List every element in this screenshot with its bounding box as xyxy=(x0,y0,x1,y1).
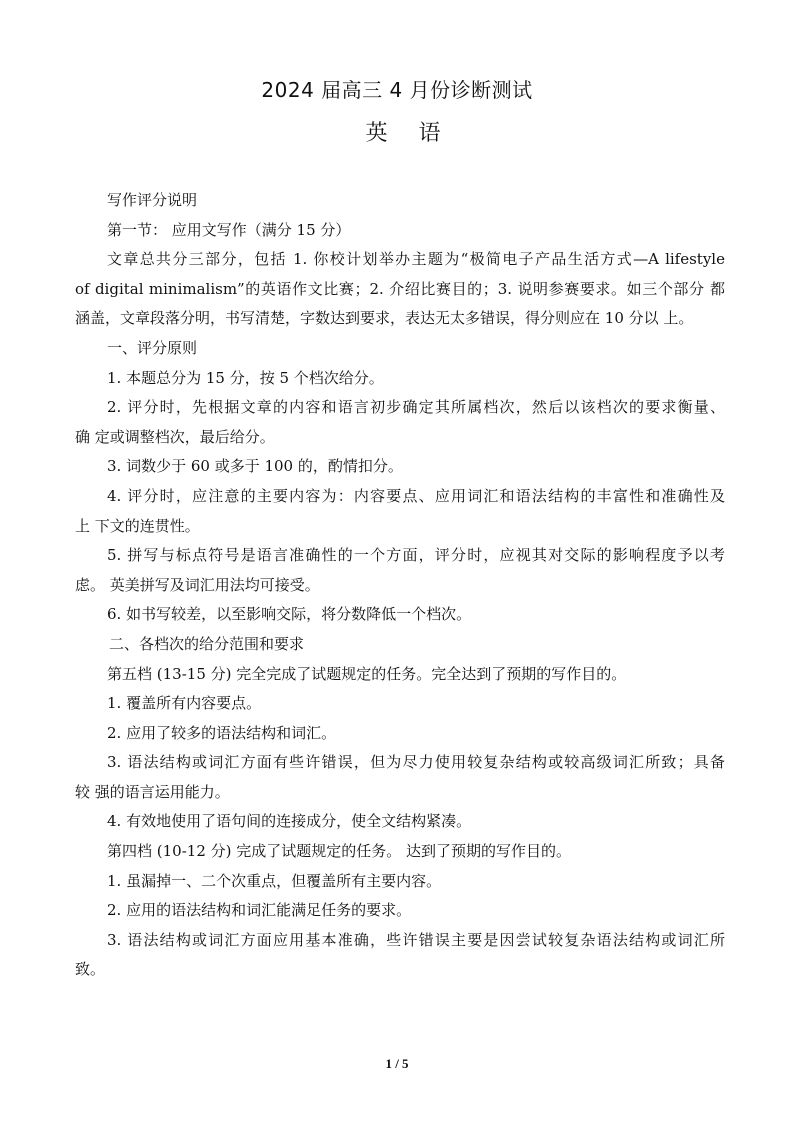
list-item: 1. 覆盖所有内容要点。 xyxy=(107,694,262,713)
grade-band-heading: 第五档 (13-15 分) 完全完成了试题规定的任务。完全达到了预期的写作目的。 xyxy=(107,664,627,683)
list-item: 6. 如书写较差，以至影响交际，将分数降低一个档次。 xyxy=(107,605,472,624)
document-subject: 英 语 xyxy=(365,121,453,146)
list-item: 1. 虽漏掉一、二个次重点，但覆盖所有主要内容。 xyxy=(107,871,442,890)
list-item-continuation: 确 定或调整档次，最后给分。 xyxy=(75,427,275,446)
grade-band-heading: 第四档 (10-12 分) 完成了试题规定的任务。 达到了预期的写作目的。 xyxy=(107,842,572,861)
list-item: 2. 应用的语法结构和词汇能满足任务的要求。 xyxy=(107,901,412,920)
list-item: 3. 语法结构或词汇方面应用基本准确，些许错误主要是因尝试较复杂语法结构或词汇所 xyxy=(107,930,725,949)
list-item: 4. 评分时，应注意的主要内容为：内容要点、应用词汇和语法结构的丰富性和准确性及 xyxy=(107,486,725,505)
section-heading: 第一节： 应用文写作（满分 15 分） xyxy=(107,220,351,239)
document-title: 2024 届高三 4 月份诊断测试 xyxy=(261,78,533,102)
list-item: 5. 拼写与标点符号是语言准确性的一个方面，评分时，应视其对交际的影响程度予以考 xyxy=(107,546,725,565)
list-item: 2. 评分时，先根据文章的内容和语言初步确定其所属档次，然后以该档次的要求衡量、 xyxy=(107,398,725,417)
paragraph-line: 涵盖，文章段落分明，书写清楚，字数达到要求，表达无太多错误，得分则应在 10 分以 上。 xyxy=(75,309,694,328)
list-item-continuation: 较 强的语言运用能力。 xyxy=(75,782,230,801)
list-item-continuation: 致。 xyxy=(75,960,106,979)
paragraph-line: of digital minimalism”的英语作文比赛；2. 介绍比赛目的；3. 说明参赛要求。如三个部分 都 xyxy=(75,279,725,298)
section-heading: 二、各档次的给分范围和要求 xyxy=(109,634,305,653)
page-number: 1 / 5 xyxy=(385,1056,409,1071)
list-item: 2. 应用了较多的语法结构和词汇。 xyxy=(107,723,337,742)
section-heading: 一、评分原则 xyxy=(107,338,198,357)
paragraph-line: 文章总共分三部分，包括 1. 你校计划举办主题为“极简电子产品生活方式—A lifestyle xyxy=(107,250,725,269)
list-item-continuation: 虑。 英美拼写及词汇用法均可接受。 xyxy=(75,575,320,594)
list-item: 3. 语法结构或词汇方面有些许错误，但为尽力使用较复杂结构或较高级词汇所致；具备 xyxy=(107,753,725,772)
list-item: 4. 有效地使用了语句间的连接成分，使全文结构紧凑。 xyxy=(107,812,472,831)
document-body xyxy=(75,186,725,985)
list-item: 1. 本题总分为 15 分，按 5 个档次给分。 xyxy=(107,368,384,387)
section-heading: 写作评分说明 xyxy=(107,191,198,209)
list-item-continuation: 上 下文的连贯性。 xyxy=(75,516,200,535)
list-item: 3. 词数少于 60 或多于 100 的，酌情扣分。 xyxy=(107,457,403,476)
